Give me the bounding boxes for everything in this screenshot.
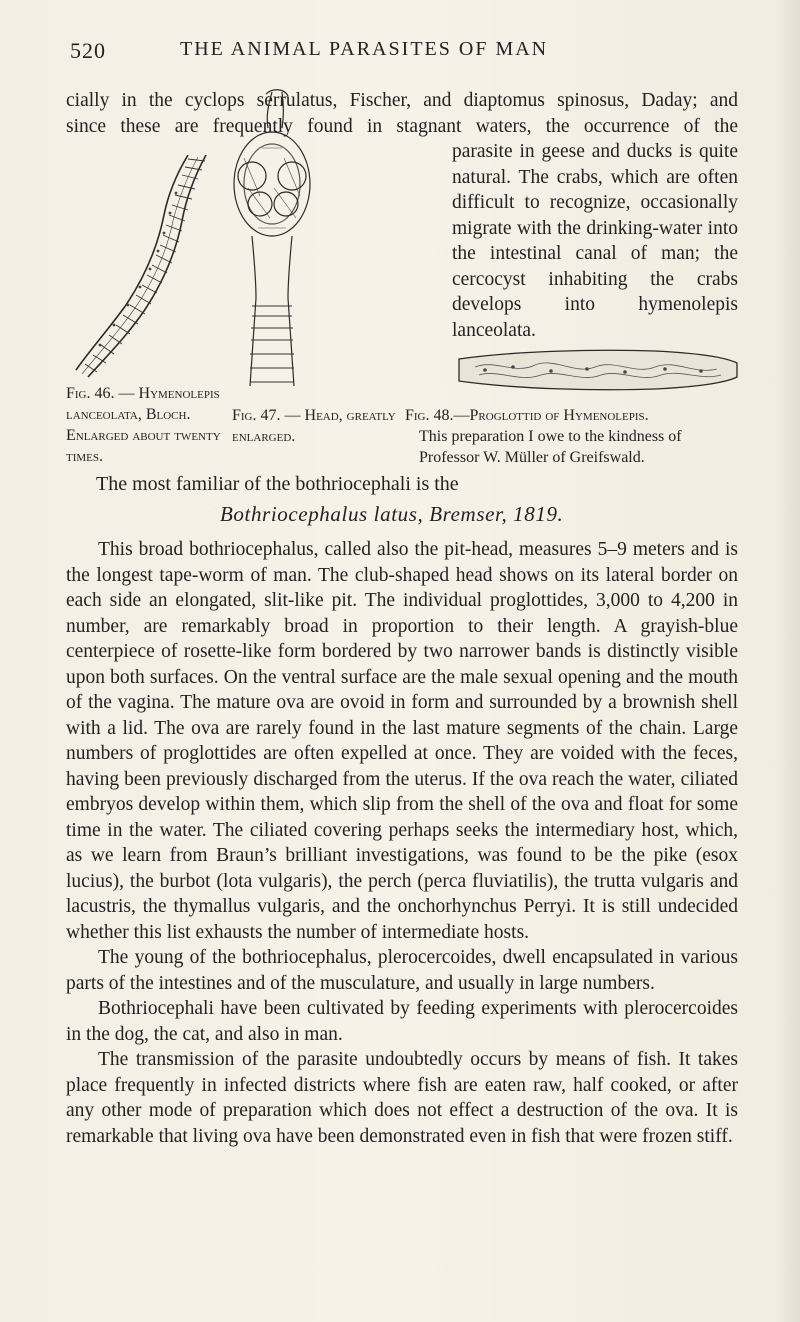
figure-46-label: Fig. 46. (66, 385, 115, 402)
page-edge-shadow (776, 0, 800, 1322)
figure-47-caption (232, 405, 397, 447)
page-number: 520 (70, 38, 106, 63)
main-body-text (66, 537, 738, 1149)
body-paragraph: The young of the bothriocephalus, plerocercoides, dwell encapsulated in various parts of the intestines and of the musculature, and usually in large numbers. (66, 947, 738, 994)
figure-47-illustration (222, 88, 360, 386)
body-paragraph: Bothriocephali have been cultivated by feeding experiments with plerocercoides in the dog, the cat, and also in man. (66, 998, 738, 1045)
proglottid-drawing (455, 345, 740, 395)
page-header (70, 38, 750, 68)
figure-46-caption (66, 383, 226, 467)
running-title: THE ANIMAL PARASITES OF MAN (180, 38, 549, 60)
figure-48-caption-text: —Proglottid of Hymenolepis. (453, 407, 649, 424)
figure-47-label: Fig. 47. (232, 407, 281, 424)
intro-line: since these are frequently found in stagnant waters, the occurrence of the (66, 115, 738, 137)
body-paragraph: The transmission of the parasite undoubtedly occurs by means of fish. It takes place frequently in infected districts where fish are eaten raw, half cooked, or after any other mode of preparation which does not effect a destruction of the ova. It is remarkable that living ova have been demonstrated even in fish that were frozen stiff. (66, 1049, 738, 1147)
figure-48-illustration (455, 345, 740, 395)
figure-48-note: This preparation I owe to the kindness of Professor W. Müller of Greifswald. (419, 428, 682, 466)
intro-line: cially in the cyclops serrulatus, Fischer, and diaptomus spinosus, Daday; and (66, 90, 738, 111)
section-intro-line: The most familiar of the bothriocephali is the (96, 473, 459, 495)
figure-46-illustration (66, 155, 216, 380)
intro-continued-text: parasite in geese and ducks is quite natural. The crabs, which are often difficult to recognize, occasionally migrate with the drinking-water into the intestinal canal of man; the cercocyst inhabiting the crabs develops into hymenolepis lanceolata. (452, 141, 738, 341)
figure-48-label: Fig. 48. (405, 407, 454, 424)
figure-46-caption-text: — Hymenolepis lanceolata, Bloch. Enlarged about twenty times. (66, 385, 221, 465)
hymenolepis-drawing (66, 155, 216, 380)
head-drawing (222, 88, 360, 386)
species-heading: Bothriocephalus latus, Bremser, 1819. (220, 502, 564, 526)
figure-47-caption-text: — Head, greatly enlarged. (232, 407, 396, 445)
figure-48-caption (405, 405, 741, 468)
intro-lines (66, 88, 738, 139)
body-paragraph: This broad bothriocephalus, called also the pit-head, measures 5–9 meters and is the longest tape-worm of man. The club-shaped head shows on its lateral border on each side an elongated, slit-like pit. The individual proglottides, 3,000 to 4,200 in number, are remarkably broad in proportion to their length. A grayish-blue centerpiece of rosette-like form bordered by two narrower bands is distinctly visible upon both surfaces. On the ventral surface are the male sexual opening and the mouth of the vagina. The mature ova are ovoid in form and surrounded by a brownish shell with a lid. The ova are rarely found in the last mature segments of the chain. Large numbers of proglottides are often expelled at once. They are voided with the feces, having been previously discharged from the uterus. If the ova reach the water, ciliated embryos develop within them, which slip from the shell of the ova and float for some time in the water. The ciliated covering perhaps seeks the intermediary host, which, as we learn from Braun’s brilliant investigations, was found to be the pike (esox lucius), the burbot (lota vulgaris), the perch (perca fluviatilis), the trutta vulgaris and lacustris, the thymallus vulgaris, and the onchorhynchus Perryi. It is still undecided whether this list exhausts the number of intermediate hosts. (66, 539, 738, 943)
